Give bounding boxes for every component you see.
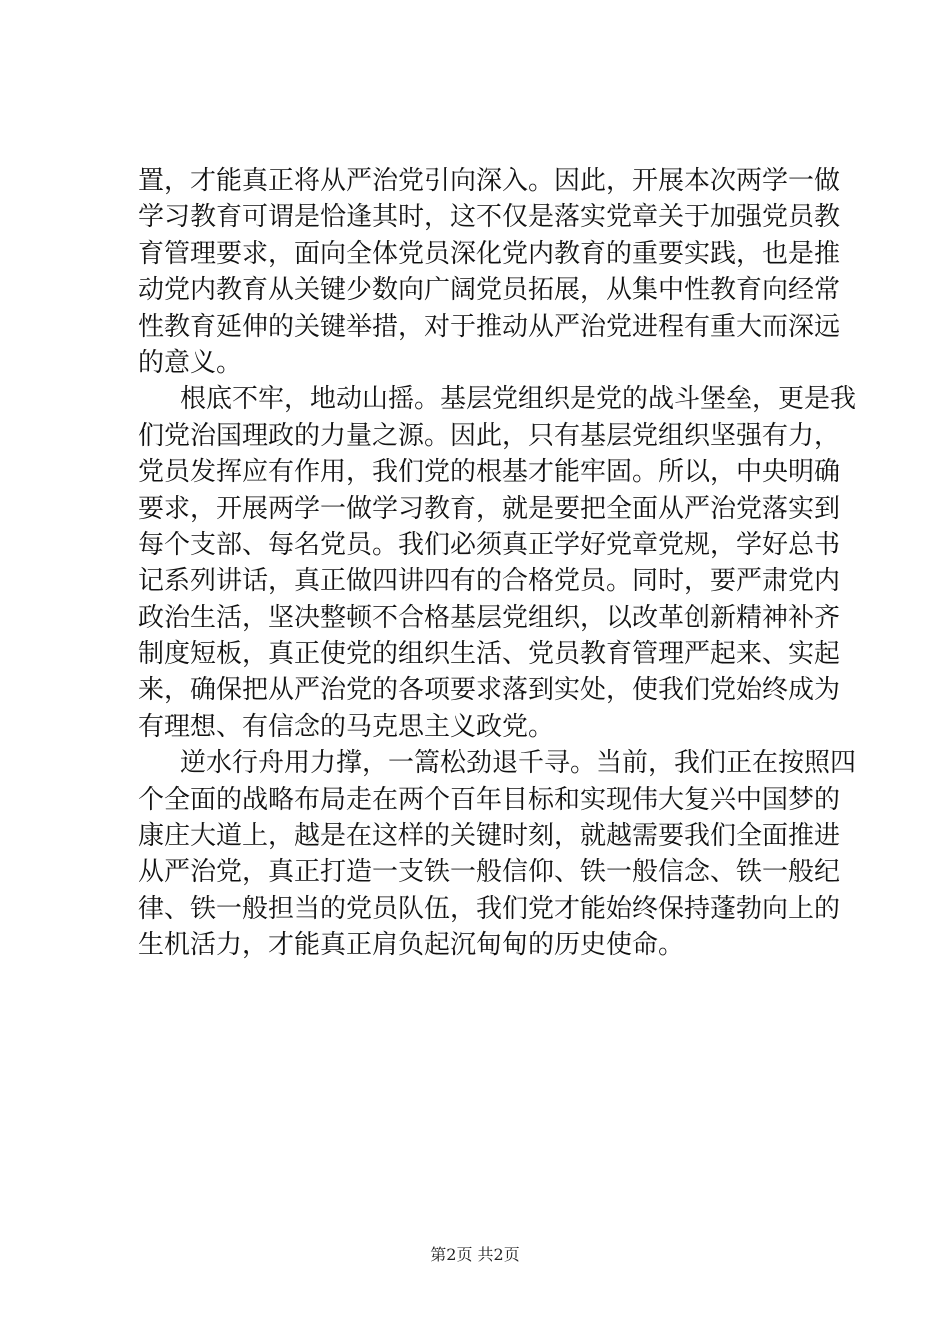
text-line: 逆水行舟用力撑，一篙松劲退千寻。当前，我们正在按照四 (180, 748, 857, 779)
text-line: 生机活力，才能真正肩负起沉甸甸的历史使命。 (138, 930, 685, 961)
text-line: 们党治国理政的力量之源。因此，只有基层党组织坚强有力， (138, 420, 841, 451)
text-line: 学习教育可谓是恰逢其时，这不仅是落实党章关于加强党员教 (138, 202, 841, 233)
paragraph (138, 745, 857, 963)
paragraph (138, 381, 857, 745)
text-line: 从严治党，真正打造一支铁一般信仰、铁一般信念、铁一般纪 (138, 857, 841, 888)
text-line: 个全面的战略布局走在两个百年目标和实现伟大复兴中国梦的 (138, 784, 841, 815)
paragraph (138, 163, 841, 381)
text-line: 每个支部、每名党员。我们必须真正学好党章党规，学好总书 (138, 529, 841, 560)
page-footer: 第2页 共2页 (430, 1245, 520, 1264)
text-line: 来，确保把从严治党的各项要求落到实处，使我们党始终成为 (138, 675, 841, 706)
text-line: 党员发挥应有作用，我们党的根基才能牢固。所以，中央明确 (138, 457, 841, 488)
document-body (138, 163, 857, 964)
text-line: 记系列讲话，真正做四讲四有的合格党员。同时，要严肃党内 (138, 566, 841, 597)
text-line: 制度短板，真正使党的组织生活、党员教育管理严起来、实起 (138, 639, 841, 670)
text-line: 的意义。 (138, 347, 243, 378)
text-line: 育管理要求，面向全体党员深化党内教育的重要实践，也是推 (138, 238, 841, 269)
text-line: 律、铁一般担当的党员队伍，我们党才能始终保持蓬勃向上的 (138, 893, 841, 924)
text-line: 根底不牢，地动山摇。基层党组织是党的战斗堡垒，更是我 (180, 384, 857, 415)
text-line: 政治生活，坚决整顿不合格基层党组织，以改革创新精神补齐 (138, 602, 841, 633)
text-line: 动党内教育从关键少数向广阔党员拓展，从集中性教育向经常 (138, 275, 841, 306)
text-line: 要求，开展两学一做学习教育，就是要把全面从严治党落实到 (138, 493, 841, 524)
text-line: 置，才能真正将从严治党引向深入。因此，开展本次两学一做 (138, 166, 841, 196)
text-line: 康庄大道上，越是在这样的关键时刻，就越需要我们全面推进 (138, 821, 841, 852)
text-line: 性教育延伸的关键举措，对于推动从严治党进程有重大而深远 (138, 311, 841, 342)
text-line: 有理想、有信念的马克思主义政党。 (138, 711, 555, 742)
